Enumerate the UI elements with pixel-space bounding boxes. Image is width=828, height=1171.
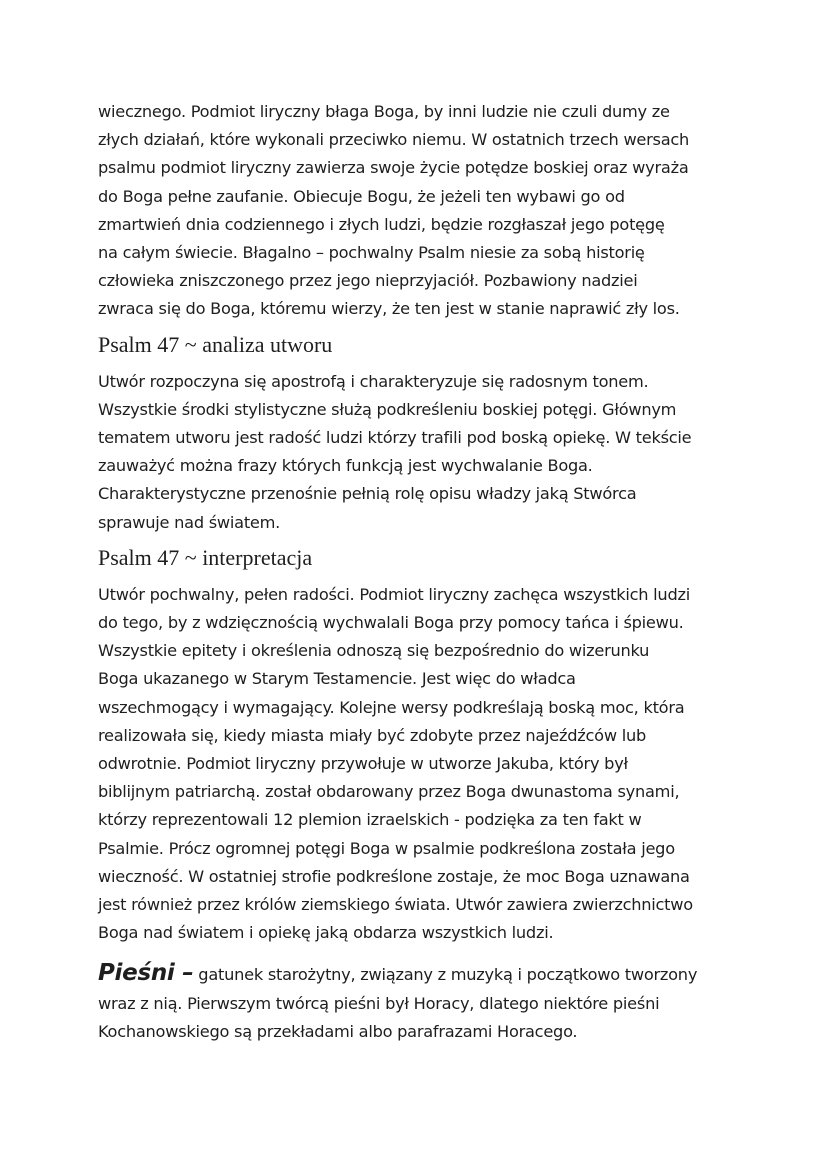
text-line: zmartwień dnia codziennego i złych ludzi, będzie rozgłaszał jego potęgę [98,214,665,234]
paragraph-psalm-47-analysis [98,368,738,537]
text-line: do tego, by z wdzięcznością wychwalali Boga przy pomocy tańca i śpiewu. [98,613,684,633]
page-content [98,98,738,1046]
heading-psalm-47-analysis: Psalm 47 ~ analiza utworu [98,331,333,357]
text-line: wieczność. W ostatniej strofie podkreślone zostaje, że moc Boga uznawana [98,866,690,886]
text-line: Psalmie. Prócz ogromnej potęgi Boga w psalmie podkreślona została jego [98,838,675,858]
text-line: Utwór rozpoczyna się apostrofą i charakteryzuje się radosnym tonem. [98,371,649,391]
heading-psalm-47-interpretation: Psalm 47 ~ interpretacja [98,544,313,570]
text-line: zauważyć można frazy których funkcją jest wychwalanie Boga. [98,456,593,476]
text-line: złych działań, które wykonali przeciwko niemu. W ostatnich trzech wersach [98,130,690,150]
text-line: Wszystkie środki stylistyczne służą podkreśleniu boskiej potęgi. Głównym [98,399,677,419]
text-line: realizowała się, kiedy miasta miały być zdobyte przez najeźdźców lub [98,725,646,745]
term-definition-start: gatunek starożytny, związany z muzyką i początkowo tworzony [193,965,698,985]
text-line: Boga nad światem i opiekę jaką obdarza wszystkich ludzi. [98,923,554,943]
text-line: wiecznego. Podmiot liryczny błaga Boga, by inni ludzie nie czuli dumy ze [98,102,670,121]
text-line: psalmu podmiot liryczny zawierza swoje życie potędze boskiej oraz wyraża [98,158,689,178]
text-line: Utwór pochwalny, pełen radości. Podmiot liryczny zachęca wszystkich ludzi [98,584,690,604]
paragraph-piesni-definition [98,959,738,1046]
text-line: Boga ukazanego w Starym Testamencie. Jest więc do władca [98,669,576,689]
paragraph-psalm-47-interpretation [98,581,738,948]
text-line: jest również przez królów ziemskiego świata. Utwór zawiera zwierzchnictwo [98,895,693,915]
text-line: tematem utworu jest radość ludzi którzy trafili pod boską opiekę. W tekście [98,428,692,448]
term-piesni: Pieśni – [98,960,194,987]
text-line: sprawuje nad światem. [98,512,281,532]
text-line: wszechmogący i wymagający. Kolejne wersy podkreślają boską moc, która [98,697,685,717]
paragraph-psalm-interpretation-end [98,98,738,324]
text-line: którzy reprezentowali 12 plemion izraelskich - podzięka za ten fakt w [98,810,642,830]
text-line: biblijnym patriarchą. został obdarowany przez Boga dwunastoma synami, [98,782,680,802]
text-line: Kochanowskiego są przekładami albo parafrazami Horacego. [98,1021,578,1041]
text-line: Charakterystyczne przenośnie pełnią rolę opisu władzy jaką Stwórca [98,484,637,504]
text-line [98,959,738,989]
text-line: do Boga pełne zaufanie. Obiecuje Bogu, że jeżeli ten wybawi go od [98,186,625,206]
text-line: zwraca się do Boga, któremu wierzy, że ten jest w stanie naprawić zły los. [98,299,680,319]
text-line: odwrotnie. Podmiot liryczny przywołuje w utworze Jakuba, który był [98,754,628,774]
text-line: człowieka zniszczonego przez jego nieprzyjaciół. Pozbawiony nadziei [98,271,638,291]
text-line: na całym świecie. Błagalno – pochwalny Psalm niesie za sobą historię [98,243,645,263]
text-line: Wszystkie epitety i określenia odnoszą się bezpośrednio do wizerunku [98,641,650,661]
text-line: wraz z nią. Pierwszym twórcą pieśni był Horacy, dlatego niektóre pieśni [98,993,660,1013]
